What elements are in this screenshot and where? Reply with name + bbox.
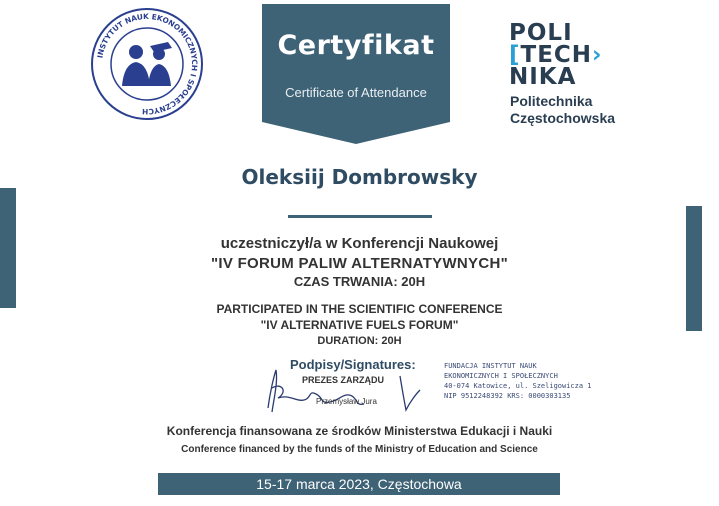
recipient-name: Oleksiij Dombrowsky — [241, 165, 478, 189]
university-name — [510, 93, 615, 127]
university-name-line-2: Częstochowska — [510, 110, 616, 126]
institute-seal — [82, 6, 212, 122]
university-name-line-1: Politechnika — [510, 93, 593, 109]
logo-line-2 — [509, 44, 603, 66]
university-logo — [509, 22, 603, 88]
duration-en: DURATION: 20H — [317, 335, 402, 347]
stamp-line-3: 40-074 Katowice, ul. Szeligowicza 1 — [444, 382, 592, 390]
logo-line-1: POLI — [509, 20, 573, 46]
signatures-heading: Podpisy/Signatures: — [290, 357, 416, 372]
date-place-footer: 15-17 marca 2023, Częstochowa — [158, 473, 560, 495]
seal-ring-text: INSTYTUT NAUK EKONOMICZNYCH I SPOŁECZNYCH — [95, 11, 200, 117]
duration-pl: CZAS TRWANIA: 20H — [293, 274, 426, 289]
stamp-line-1: FUNDACJA INSTYTUT NAUK — [444, 362, 537, 370]
participation-text-pl: uczestniczył/a w Konferencji Naukowej — [220, 235, 499, 252]
logo-bracket-open: [ — [509, 42, 521, 68]
event-name-pl: "IV FORUM PALIW ALTERNATYWNYCH" — [210, 255, 509, 272]
foundation-stamp — [444, 361, 592, 401]
certificate-subtitle: Certificate of Attendance — [285, 85, 427, 100]
logo-bracket-close: › — [592, 42, 603, 68]
financing-text-en: Conference financed by the funds of the Ministry of Education and Science — [181, 444, 538, 455]
logo-line-3: NIKA — [509, 64, 577, 90]
signatory-name: Przemysław Jura — [316, 397, 377, 406]
financing-text-pl: Konferencja finansowana ze środków Ministerstwa Edukacji i Nauki — [166, 424, 553, 438]
stamp-line-4: NIP 9512248392 KRS: 0000303135 — [444, 392, 571, 400]
stamp-line-2: EKONOMICZNYCH I SPOŁECZNYCH — [444, 372, 558, 380]
certificate-title: Certyfikat — [277, 30, 435, 61]
event-name-en: "IV ALTERNATIVE FUELS FORUM" — [260, 318, 459, 332]
logo-line-2-text: TECH — [520, 42, 593, 68]
signatory-role: PREZES ZARZĄDU — [302, 375, 385, 385]
title-banner — [262, 4, 450, 122]
graduates-icon — [122, 42, 172, 86]
name-divider — [288, 215, 432, 218]
participation-text-en: PARTICIPATED IN THE SCIENTIFIC CONFERENCE — [216, 302, 503, 316]
